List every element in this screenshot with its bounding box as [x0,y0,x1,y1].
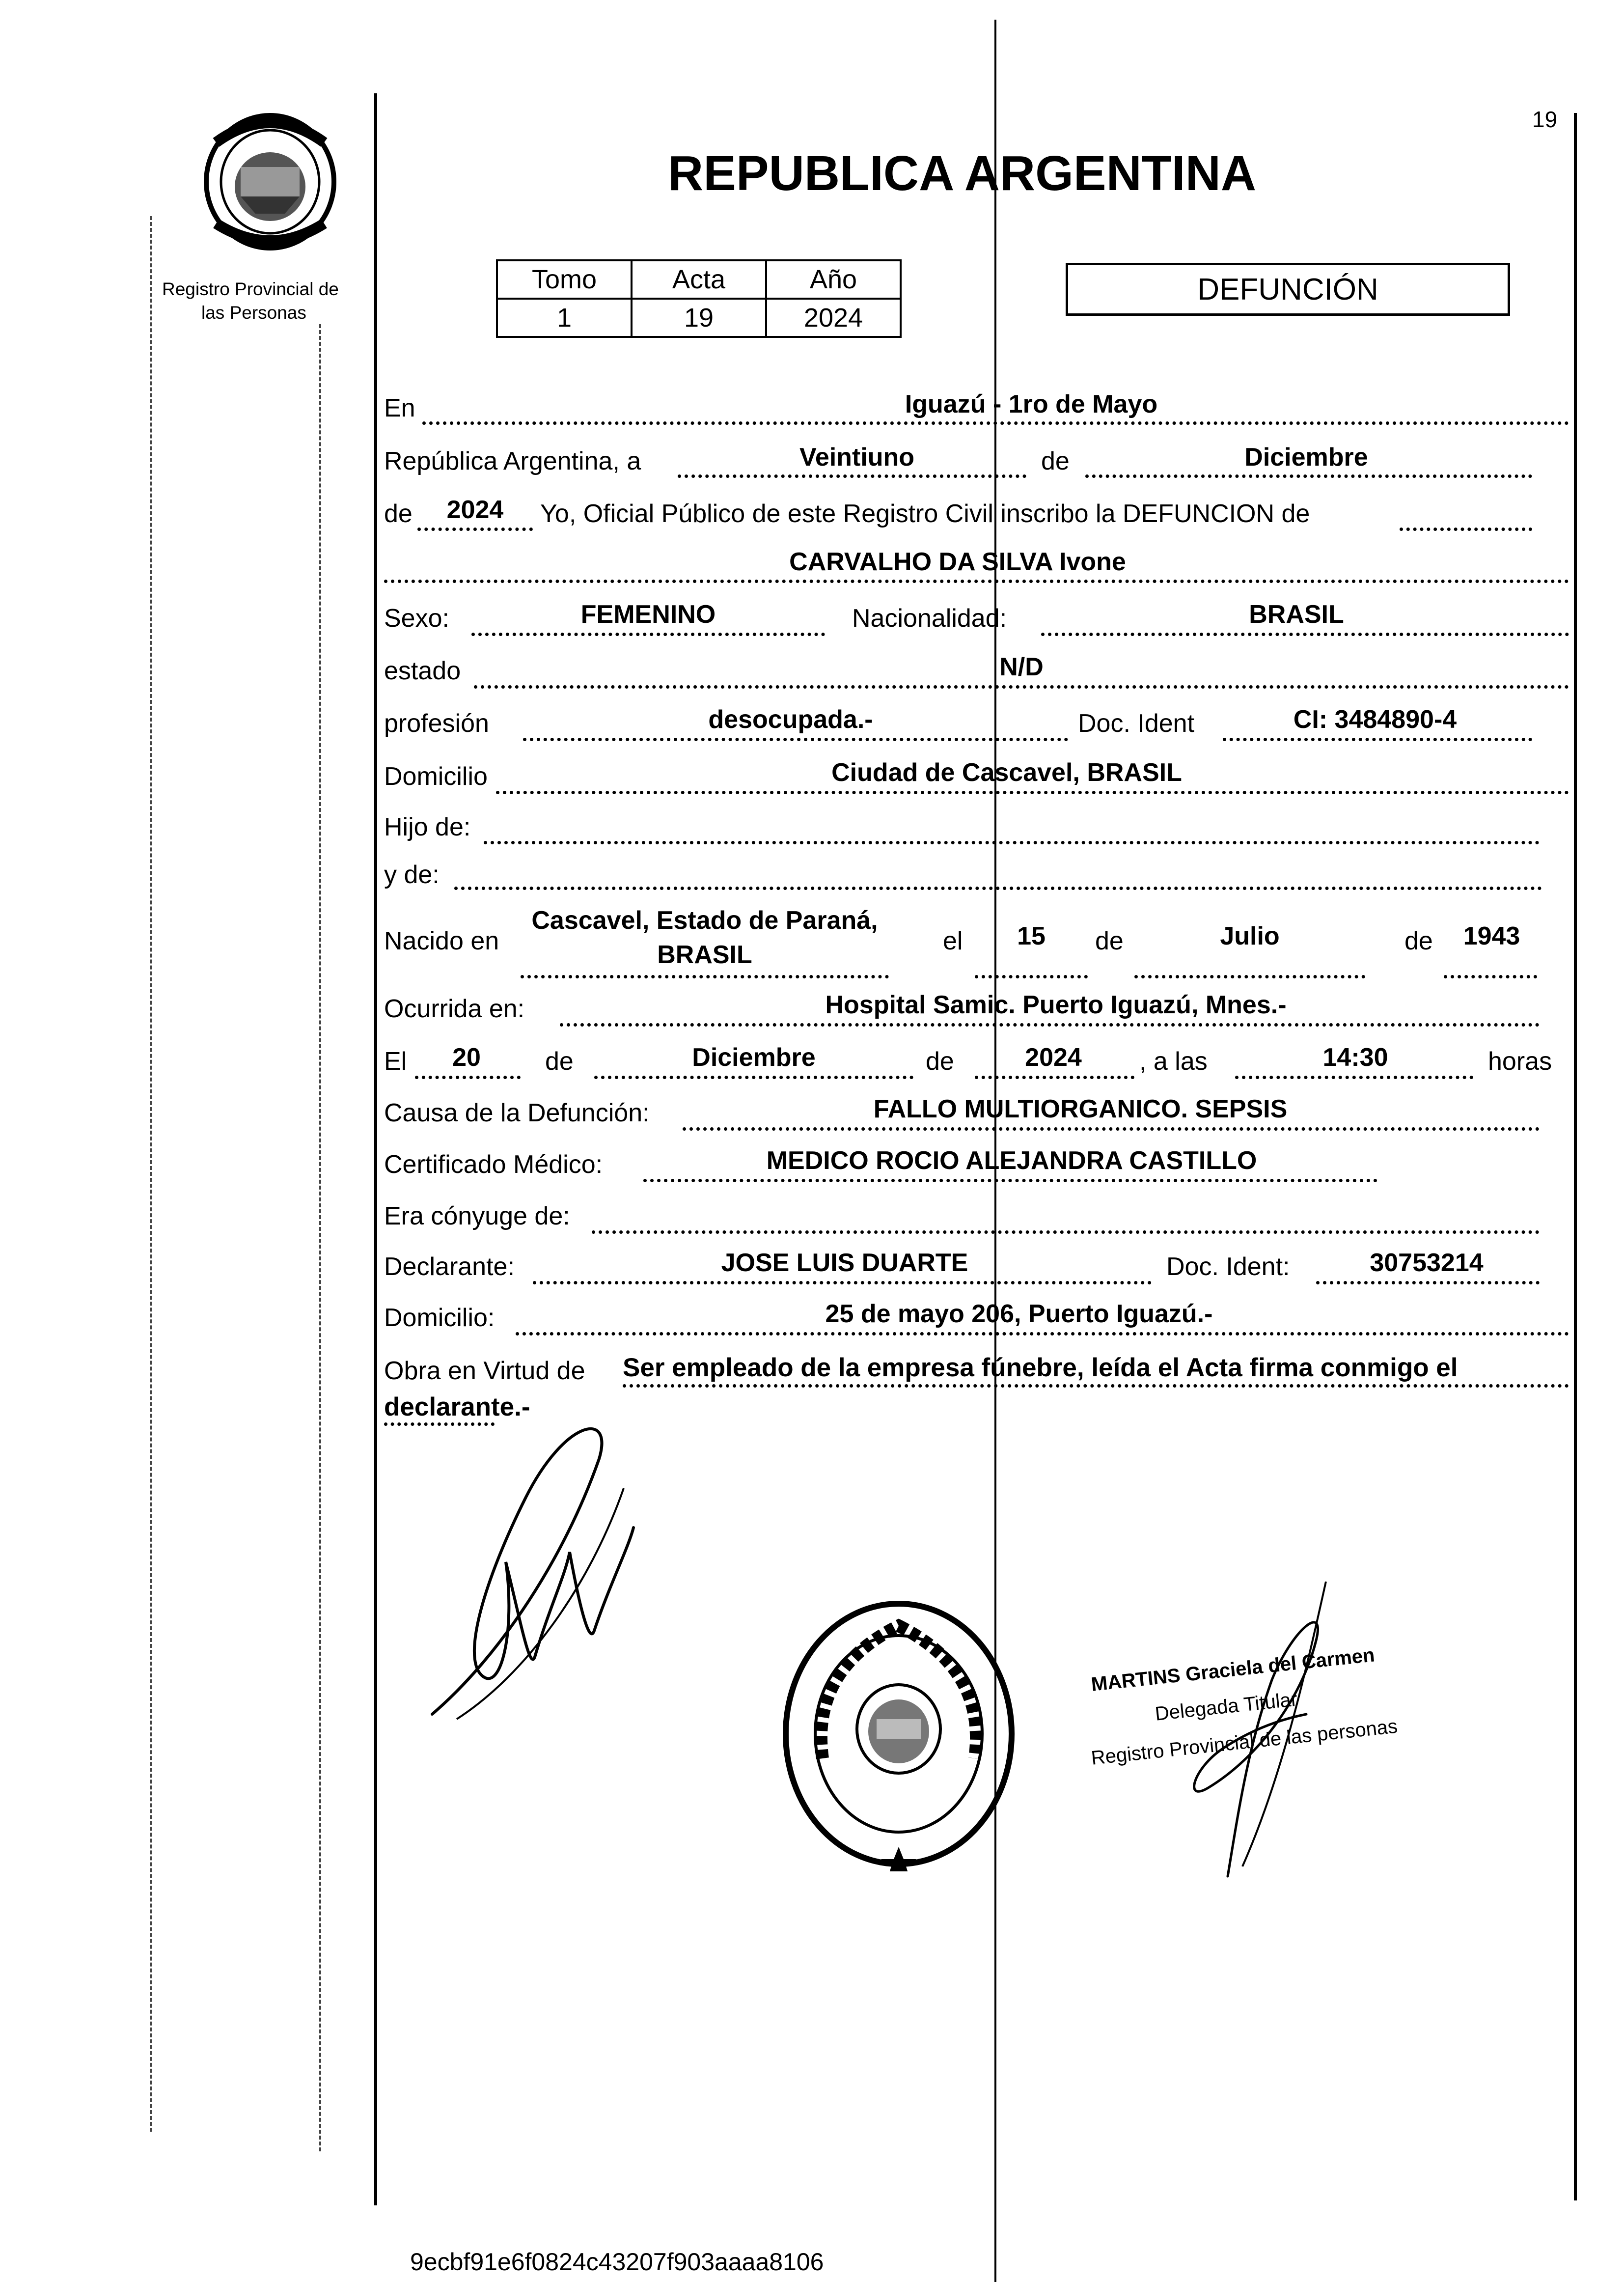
left-margin-guide-2 [319,324,321,2151]
ocurrida-value: Hospital Samic. Puerto Iguazú, Mnes.- [825,991,1287,1019]
estado-value: N/D [999,653,1044,681]
sexo-label: Sexo: [384,604,449,633]
registry-official-stamp [776,1596,1021,1871]
y-de-label: y de: [384,861,440,889]
sexo-value: FEMENINO [580,600,716,629]
death-month-value: Diciembre [692,1043,816,1072]
causa-label: Causa de la Defunción: [384,1099,650,1127]
nacionalidad-label: Nacionalidad: [852,604,1007,633]
anio-value: 2024 [766,299,901,337]
doc-ident2-field-line [1316,1281,1540,1284]
de-label-3: de [1095,927,1124,955]
de-label-2: de [384,500,413,528]
causa-field-line [683,1127,1540,1131]
declarant-signature [403,1400,668,1734]
nacido-label: Nacido en [384,927,499,955]
month-field-line [1085,474,1532,478]
domicilio2-field-line [516,1332,1569,1336]
year-value: 2024 [446,496,504,524]
document-type-box [1066,263,1510,316]
name-field-line [384,580,1569,583]
death-day-value: 20 [452,1043,481,1072]
estado-field-line [474,685,1569,689]
certificado-field-line [643,1179,1377,1182]
book-reference-table [496,259,902,338]
registry-name-line2: las Personas [201,303,306,323]
registry-name-line1: Registro Provincial de [162,279,339,299]
page-title: REPUBLICA ARGENTINA [668,146,1257,201]
declarante-label: Declarante: [384,1252,515,1281]
ocurrida-field-line [560,1023,1540,1027]
province-logo [187,108,354,255]
en-label: En [384,394,415,422]
el2-label: El [384,1047,407,1076]
profesion-label: profesión [384,709,489,738]
profesion-field-line [523,738,1068,741]
birthplace-line2: BRASIL [657,941,752,969]
republica-label: República Argentina, a [384,447,641,475]
doc-ident-label: Doc. Ident [1078,709,1195,738]
certificado-value: MEDICO ROCIO ALEJANDRA CASTILLO [766,1146,1257,1175]
month-value: Diciembre [1244,443,1368,472]
official-name: MARTINS Graciela del Carmen [1090,1644,1376,1696]
birth-year-field-line [1444,975,1537,978]
birth-day-field-line [975,975,1088,978]
y-de-field-line [454,887,1542,890]
causa-value: FALLO MULTIORGANICO. SEPSIS [873,1095,1288,1123]
doc-ident2-value: 30753214 [1370,1249,1484,1277]
birth-day-value: 15 [1017,922,1046,950]
a-las-label: , a las [1139,1047,1208,1076]
birthplace-line1: Cascavel, Estado de Paraná, [531,906,878,935]
birth-month-value: Julio [1220,922,1280,950]
official-registry: Registro Provincial de las personas [1090,1715,1399,1769]
hijo-field-line [484,841,1540,844]
profesion-value: desocupada.- [708,705,873,734]
day-field-line [678,474,1026,478]
frame-left-line [374,93,377,2205]
acta-value: 19 [632,299,766,337]
conyuge-field-line [592,1230,1540,1234]
conyuge-label: Era cónyuge de: [384,1202,570,1230]
death-day-field-line [415,1076,521,1079]
ocurrida-label: Ocurrida en: [384,995,525,1023]
statement-text: Yo, Oficial Público de este Registro Civil inscribo la DEFUNCION de [540,500,1310,528]
nacionalidad-value: BRASIL [1249,600,1344,629]
tomo-value: 1 [497,299,632,337]
sexo-field-line [471,633,825,636]
tomo-header: Tomo [497,260,632,299]
document-hash: 9ecbf91e6f0824c43207f903aaaa8106 [410,2248,824,2276]
domicilio2-label: Domicilio: [384,1304,495,1332]
obra-field-line [623,1384,1569,1388]
statement-trailing-line [1400,528,1532,531]
birth-month-field-line [1134,975,1365,978]
acta-header: Acta [632,260,766,299]
birth-year-value: 1943 [1463,922,1520,950]
en-field-line [422,421,1569,425]
death-time-field-line [1235,1076,1473,1079]
domicilio-value: Ciudad de Cascavel, BRASIL [831,758,1182,787]
frame-right-line [1574,113,1577,2200]
obra-value-line2: declarante.- [384,1392,530,1421]
de-label-4: de [1404,927,1433,955]
anio-header: Año [766,260,901,299]
domicilio-label: Domicilio [384,762,488,791]
place-value: Iguazú - 1ro de Mayo [905,390,1158,418]
death-year-value: 2024 [1025,1043,1082,1072]
domicilio-field-line [496,791,1569,794]
birthplace-field-line [521,975,889,978]
de-label-1: de [1041,447,1070,475]
doc-ident-value: CI: 3484890-4 [1293,705,1457,734]
left-margin-guide [150,216,152,2132]
el-label: el [943,927,963,955]
year-field-line [417,528,533,531]
declarante-value: JOSE LUIS DUARTE [721,1249,968,1277]
page-number: 19 [1532,107,1558,132]
death-month-field-line [594,1076,913,1079]
de-label-5: de [545,1047,574,1076]
deceased-name-value: CARVALHO DA SILVA Ivone [789,548,1126,576]
nacionalidad-field-line [1041,633,1569,636]
certificado-label: Certificado Médico: [384,1150,603,1179]
estado-label: estado [384,657,461,685]
domicilio2-value: 25 de mayo 206, Puerto Iguazú.- [825,1300,1213,1328]
official-position: Delegada Titular [1154,1688,1299,1725]
de-label-6: de [926,1047,954,1076]
hijo-label: Hijo de: [384,813,471,841]
doc-ident-field-line [1223,738,1532,741]
obra-value-line1: Ser empleado de la empresa fúnebre, leída el Acta firma conmigo el [623,1353,1458,1382]
day-words-value: Veintiuno [799,443,914,472]
declarante-field-line [533,1281,1152,1284]
death-year-field-line [975,1076,1134,1079]
doc-ident2-label: Doc. Ident: [1166,1252,1290,1281]
obra-label: Obra en Virtud de [384,1357,585,1385]
horas-label: horas [1488,1047,1552,1076]
death-time-value: 14:30 [1322,1043,1388,1072]
document-type-label: DEFUNCIÓN [1197,272,1378,306]
